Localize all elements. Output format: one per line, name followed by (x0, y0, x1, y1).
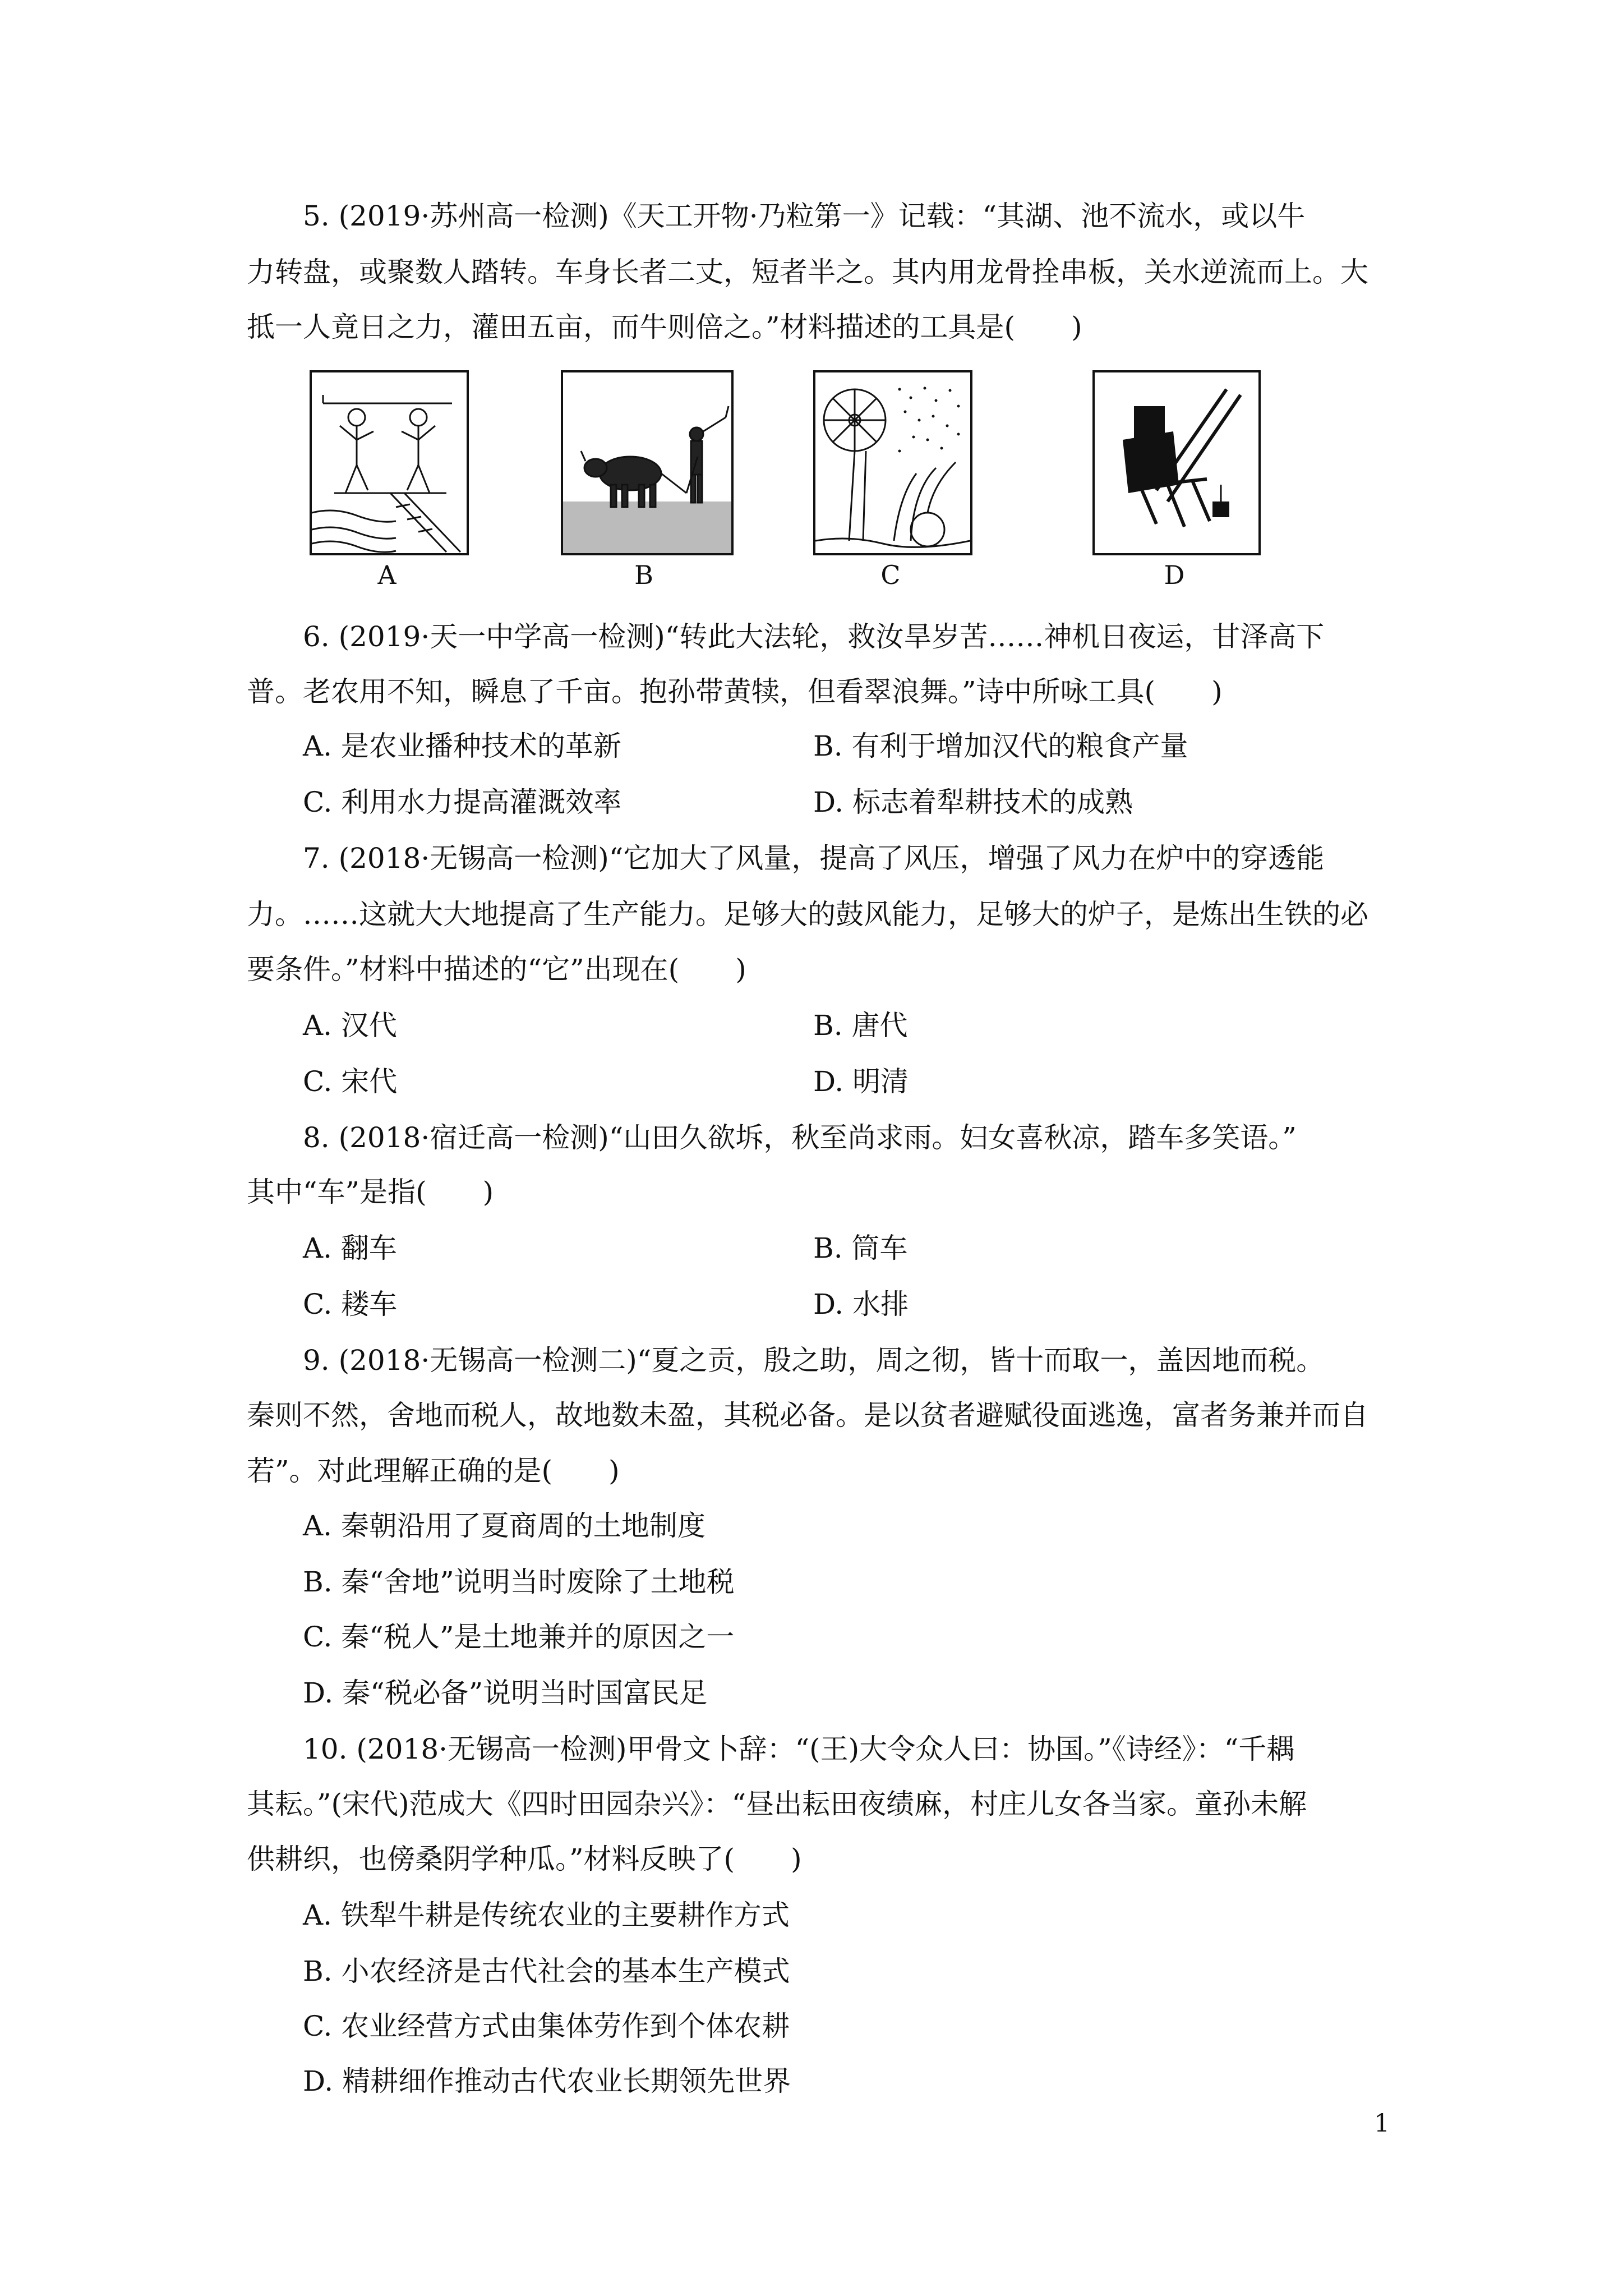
q10-line-2: 其耘。”(宋代)范成大《四时田园杂兴》：“昼出耘田夜绩麻，村庄儿女各当家。童孙未解 (247, 1788, 1307, 1820)
q7-line-3: 要条件。”材料中描述的“它”出现在( ) (247, 953, 746, 986)
q7-option-d: D. 明清 (813, 1065, 909, 1098)
q7-line-1: 7. (2018·无锡高一检测)“它加大了风量，提高了风压，增强了风力在炉中的穿透能 (303, 842, 1325, 875)
q5-line-1: 5. (2019·苏州高一检测)《天工开物·乃粒第一》记载：“其湖、池不流水，或以牛 (303, 200, 1306, 232)
figure-b-image (561, 370, 734, 555)
q10-option-c: C. 农业经营方式由集体劳作到个体农耕 (303, 2010, 790, 2042)
q10-line-1: 10. (2018·无锡高一检测)甲骨文卜辞：“(王)大令众人曰：协国。”《诗经》：“千耦 (303, 1733, 1295, 1765)
q10-option-b: B. 小农经济是古代社会的基本生产模式 (303, 1955, 790, 1987)
figure-c-label: C (880, 560, 901, 590)
q6-option-d: D. 标志着犁耕技术的成熟 (813, 786, 1133, 818)
figure-d-image (1092, 370, 1261, 555)
q9-option-a: A. 秦朝沿用了夏商周的土地制度 (303, 1510, 706, 1542)
q8-line-2: 其中“车”是指( ) (247, 1176, 494, 1208)
figure-a-image (310, 370, 469, 555)
q8-option-a: A. 翻车 (303, 1232, 397, 1264)
q7-option-c: C. 宋代 (303, 1065, 398, 1098)
q6-line-1: 6. (2019·天一中学高一检测)“转此大法轮，救汝旱岁苦……神机日夜运，甘泽高下 (303, 620, 1325, 653)
q9-line-1: 9. (2018·无锡高一检测二)“夏之贡，殷之助，周之彻，皆十而取一，盖因地而税。 (303, 1344, 1325, 1377)
figure-d-label: D (1164, 560, 1185, 590)
q9-option-b: B. 秦“舍地”说明当时废除了土地税 (303, 1566, 735, 1598)
q7-option-b: B. 唐代 (813, 1009, 908, 1042)
q8-option-c: C. 耧车 (303, 1288, 398, 1320)
q10-line-3: 供耕织，也傍桑阴学种瓜。”材料反映了( ) (247, 1843, 802, 1875)
q6-option-a: A. 是农业播种技术的革新 (303, 730, 621, 762)
q8-option-d: D. 水排 (813, 1288, 909, 1320)
q9-line-3: 若”。对此理解正确的是( ) (247, 1455, 620, 1487)
q9-option-d: D. 秦“税必备”说明当时国富民足 (303, 1677, 708, 1709)
page-number: 1 (1374, 2109, 1390, 2138)
q6-line-2: 普。老农用不知，瞬息了千亩。抱孙带黄犊，但看翠浪舞。”诗中所咏工具( ) (247, 675, 1223, 708)
q8-option-b: B. 筒车 (813, 1232, 908, 1264)
q9-option-c: C. 秦“税人”是土地兼并的原因之一 (303, 1621, 735, 1653)
figure-b-label: B (634, 560, 653, 590)
q5-line-3: 抵一人竟日之力，灌田五亩，而牛则倍之。”材料描述的工具是( ) (247, 311, 1082, 343)
q8-line-1: 8. (2018·宿迁高一检测)“山田久欲坼，秋至尚求雨。妇女喜秋凉，踏车多笑语。” (303, 1121, 1297, 1154)
q7-option-a: A. 汉代 (303, 1009, 397, 1042)
q5-line-2: 力转盘，或聚数人踏转。车身长者二丈，短者半之。其内用龙骨拴串板，关水逆流而上。大 (247, 256, 1368, 288)
q6-option-c: C. 利用水力提高灌溉效率 (303, 786, 622, 818)
q6-option-b: B. 有利于增加汉代的粮食产量 (813, 730, 1188, 762)
figure-a-label: A (377, 560, 396, 590)
q9-line-2: 秦则不然，舍地而税人，故地数未盈，其税必备。是以贫者避赋役面逃逸，富者务兼并而自 (247, 1399, 1368, 1432)
q10-option-d: D. 精耕细作推动古代农业长期领先世界 (303, 2065, 791, 2097)
q10-option-a: A. 铁犁牛耕是传统农业的主要耕作方式 (303, 1899, 790, 1931)
figure-c-image (813, 370, 972, 555)
q7-line-2: 力。……这就大大地提高了生产能力。足够大的鼓风能力，足够大的炉子，是炼出生铁的必 (247, 898, 1368, 931)
